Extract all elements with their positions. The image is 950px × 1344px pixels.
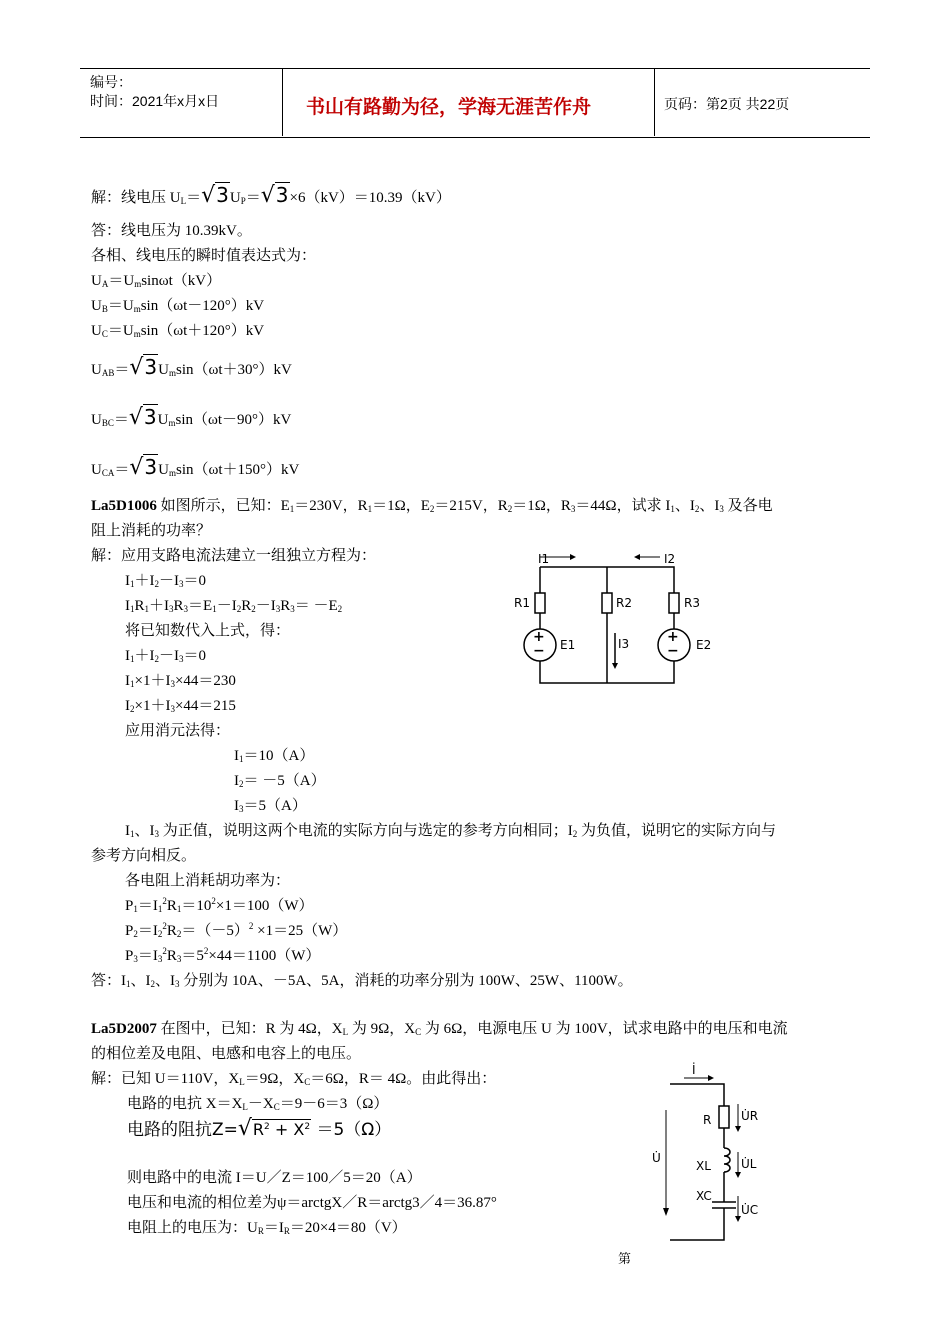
eq-2: $I_1R_1+I_3R_3=E_1-I_2R_2-I_3R_3= -E_2$ — [125, 598, 343, 614]
motto: 书山有路勤为径，学海无涯苦作舟 — [306, 96, 592, 118]
label-ul: U̇L — [741, 1157, 757, 1171]
result-i2: $I_2= -5(A)$ — [234, 773, 326, 789]
answer-2: 答：$I_1$、$I_2$、$I_3$ 分别为 10A、－5A、5A，消耗的功率分别为 100W、25W、1100W。 — [91, 973, 633, 989]
power-2: $P_2=I_2^2R_2=(-5)^2 \times 1=25(W)$ — [125, 921, 348, 939]
label-r2: R2 — [616, 596, 632, 610]
label-i1: I1 — [538, 552, 550, 566]
problem-3-statement: La5D2007 在图中，已知：R 为 4Ω，$X_L$ 为 9Ω，$X_C$ 为 6Ω，电源电压 U 为 100V，试求电路中的电压和电流 — [91, 1021, 788, 1037]
line-voltage-calc: 解：线电压 $U_L=√3U_P=√3\times 6(kV)=10.39(kV)$ — [91, 183, 451, 208]
eq-5: $I_2\times 1+I_3\times 44=215$ — [125, 698, 236, 714]
circuit-diagram-2 — [640, 1058, 780, 1248]
explanation-line2: 参考方向相反。 — [91, 848, 197, 864]
power-1: $P_1=I_1^2R_1=10^2\times 1=100(W)$ — [125, 896, 314, 914]
eq-1: $I_1+I_2-I_3=0$ — [125, 573, 207, 589]
header-divider — [654, 68, 655, 136]
circuit-diagram-1 — [500, 545, 730, 690]
uc-expr: $U_C=U_m\sin(\omega t+120^\circ)kV$ — [91, 323, 265, 339]
problem-3-line2: 的相位差及电阻、电感和电容上的电压。 — [91, 1046, 362, 1062]
svg-text:+: + — [667, 629, 679, 645]
label-xc: XC — [696, 1189, 712, 1203]
number-label: 编号： — [90, 74, 132, 90]
label-i: İ — [692, 1063, 696, 1077]
uca-expr: $U_{CA}=√3U_m\sin(\omega t+150^\circ)kV$ — [91, 455, 300, 480]
page-info: 页码：第2页 共22页 — [664, 96, 790, 112]
label-e1: E1 — [560, 638, 576, 652]
label-xl: XL — [696, 1159, 711, 1173]
svg-text:−: − — [667, 643, 679, 659]
problem-2-statement: La5D1006 如图所示，已知：$E_1=230V$，$R_1=1\Omega$，$E_2=215V$，$R_2=1\Omega$，$R_3=44\Omega$，试求 $I_1$、$I_2$、$I_3$ 及各电 — [91, 498, 773, 514]
eq-3: $I_1+I_2-I_3=0$ — [125, 648, 207, 664]
label-r: R — [703, 1113, 712, 1127]
ua-expr: $U_A=U_m\sin\omega t(kV)$ — [91, 273, 222, 289]
eq-substitute: 将已知数代入上式，得： — [125, 623, 291, 639]
label-r3: R3 — [684, 596, 700, 610]
label-u: U̇ — [652, 1151, 661, 1165]
uab-expr: $U_{AB}=√3U_m\sin(\omega t+30^\circ)kV$ — [91, 355, 292, 380]
label-e2: E2 — [696, 638, 712, 652]
power-3: $P_3=I_3^2R_3=5^2\times 44=1100(W)$ — [125, 946, 321, 964]
label-ur: U̇R — [741, 1109, 759, 1123]
current-calc: 则电路中的电流 I＝U／Z＝100／5＝20（A） — [127, 1170, 422, 1186]
impedance: 电路的阻抗$Z=√R^2 + X^2 =5(\Omega)$ — [127, 1116, 392, 1141]
problem-2-line2: 阻上消耗的功率？ — [91, 523, 212, 539]
label-i3: I3 — [618, 637, 630, 651]
solve-intro: 解：应用支路电流法建立一组独立方程为： — [91, 548, 377, 564]
ur-calc: 电阻上的电压为：$U_R=I_R=20\times 4=80(V)$ — [127, 1220, 407, 1236]
ubc-expr: $U_{BC}=√3U_m\sin(\omega t-90^\circ)kV$ — [91, 405, 292, 430]
header-divider — [282, 68, 283, 136]
phase-calc: 电压和电流的相位差为ψ＝arctgX／R＝arctg3／4＝36.87° — [127, 1195, 497, 1211]
eq-4: $I_1\times 1+I_3\times 44=230$ — [125, 673, 236, 689]
answer-1: 答：线电压为 10.39kV。 — [91, 223, 252, 239]
elimination-label: 应用消元法得： — [125, 723, 231, 739]
time-label: 时间：2021年x月x日 — [90, 93, 220, 109]
power-intro: 各电阻上消耗胡功率为： — [125, 873, 291, 889]
label-r1: R1 — [514, 596, 530, 610]
problem-3-given: 解：已知 U＝110V，$X_L=9\Omega$，$X_C=6\Omega$，R＝ 4Ω。由此得出： — [91, 1071, 497, 1087]
reactance: 电路的电抗 $X=X_L-X_C=9-6=3(\Omega)$ — [127, 1096, 389, 1112]
label-i2: I2 — [664, 552, 676, 566]
ub-expr: $U_B=U_m\sin(\omega t-120^\circ)kV$ — [91, 298, 265, 314]
footer-fragment: 第 — [618, 1251, 632, 1266]
expr-intro: 各相、线电压的瞬时值表达式为： — [91, 248, 317, 264]
svg-text:+: + — [533, 629, 545, 645]
result-i1: $I_1=10(A)$ — [234, 748, 315, 764]
explanation: $I_1$、$I_3$ 为正值，说明这两个电流的实际方向与选定的参考方向相同；$I_2$ 为负值，说明它的实际方向与 — [125, 823, 777, 839]
label-uc: U̇C — [741, 1203, 759, 1217]
result-i3: $I_3=5(A)$ — [234, 798, 307, 814]
svg-text:−: − — [533, 643, 545, 659]
